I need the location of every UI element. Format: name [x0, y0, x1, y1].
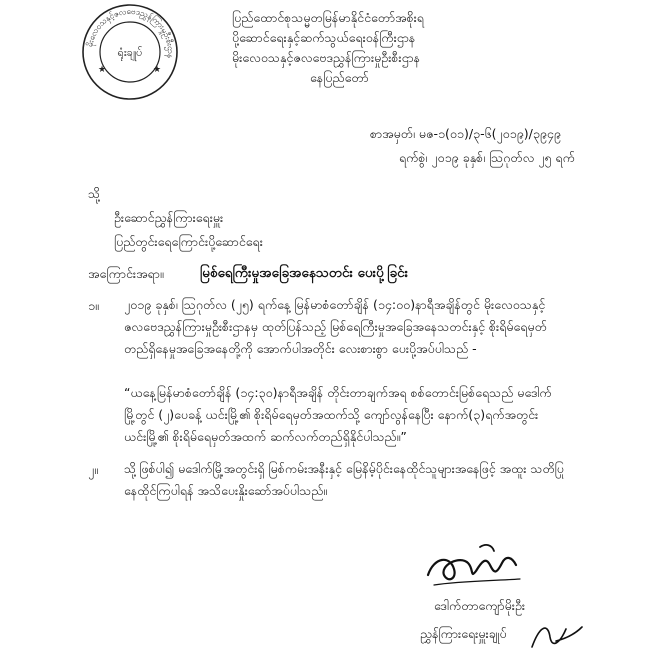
seal-center-text: ရုံးချုပ် — [117, 46, 143, 59]
reference-number: စာအမှတ်၊ မဇ-၁(၀၁)/၃-၆(၂၀၁၉)/၃၉၄၉ — [370, 126, 561, 141]
initials-mark — [526, 615, 586, 655]
paragraph-2-number: ၂။ — [88, 462, 98, 477]
subject-text: မြစ်ရေကြီးမှုအခြေအနေသတင်း ပေးပို့ခြင်း — [200, 265, 408, 281]
paragraph-1: ၂၀၁၉ ခုနှစ်၊ ဩဂုတ်လ (၂၅) ရက်နေ့ မြန်မာစံတော်ချိန် (၁၄:၀၀)နာရီအချိန်တွင် မိုးလေဝသနှင့် ဇလဗေဒညွှန်ကြားမှုဦးစီးဌာနမှ ထုတ်ပြန်သည့် မြစ်ရေကြီးမှုအခြေအနေသတင်းနှင့် စိုးရိမ်ရေမှတ် တည်ရှိနေမှုအခြေအနေတို့ကို အောက်ပါအတိုင်း လေးစားစွာ ပေးပို့အပ်ပါသည် - — [124, 297, 547, 356]
recipient-title: ဦးဆောင်ညွှန်ကြားရေးမှူး — [114, 210, 224, 225]
header-line-government: ပြည်ထောင်စုသမ္မတမြန်မာနိုင်ငံတော်အစိုးရ — [232, 10, 424, 25]
seal-star-right-icon: ★ — [153, 65, 162, 75]
subject-label: အကြောင်းအရာ။ — [88, 266, 164, 281]
header-line-ministry: ပို့ဆောင်ရေးနှင့်ဆက်သွယ်ရေးဝန်ကြီးဌာန — [232, 30, 416, 45]
paragraph-2: သို့ဖြစ်ပါ၍ မဒေါက်မြို့အတွင်းရှိ မြစ်ကမ်းအနီးနှင့် မြေနိမ့်ပိုင်းနေထိုင်သူများအနေဖြင့် အထူး သတိပြုနေထိုင်ကြပါရန် အသိပေးနှိုးဆော်အပ်ပါသည်။ — [124, 461, 564, 498]
header-line-department: မိုးလေဝသနှင့်ဇလဗေဒညွှန်ကြားမှုဦးစီးဌာန — [232, 50, 421, 65]
recipient-to: သို့ — [88, 186, 101, 201]
seal-ring-textpath: မိုးလေဝသနှင့်ဇလဗေဒညွှန်ကြားမှုဦးစီးဌာန — [85, 6, 176, 59]
flood-bulletin-quote: “ယနေ့မြန်မာစံတော်ချိန် (၁၄:၃၀)နာရီအချိန် တိုင်းတာချက်အရ စစ်တောင်းမြစ်ရေသည် မဒေါက် မြို့တွင် (၂)ပေခန့် ယင်းမြို့၏ စိုးရိမ်ရေမှတ်အထက်သို့ ကျော်လွန်နေပြီး နောက်(၃)ရက်အတွင်း ယင်းမြို့၏ စိုးရိမ်ရေမှတ်အထက် ဆက်လက်တည်ရှိနိုင်ပါသည်။” — [124, 385, 552, 444]
signatory-title: ညွှန်ကြားရေးမှူးချုပ် — [420, 626, 507, 641]
recipient-office: ပြည်တွင်းရေကြောင်းပို့ဆောင်ရေး — [114, 234, 263, 249]
department-seal — [80, 2, 180, 102]
seal-star-left-icon: ★ — [98, 65, 107, 75]
signatory-name: ဒေါက်တာကျော်မိုးဦး — [434, 598, 526, 613]
header-line-city: နေပြည်တော် — [310, 70, 369, 85]
handwritten-signature — [420, 535, 530, 593]
paragraph-1-number: ၁။ — [88, 298, 99, 313]
reference-date: ရက်စွဲ၊ ၂၀၁၉ ခုနှစ်၊ ဩဂုတ်လ ၂၅ ရက် — [399, 150, 575, 165]
